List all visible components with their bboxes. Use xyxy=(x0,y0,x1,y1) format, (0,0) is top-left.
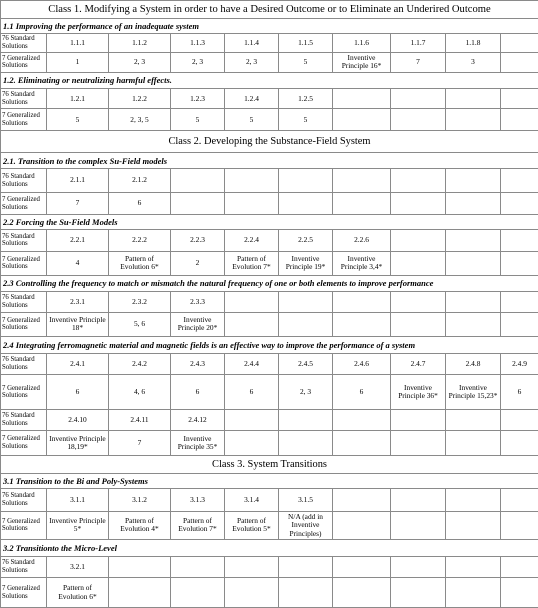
standard-solution-cell xyxy=(391,556,446,577)
standard-solutions-label: 76 Standard Solutions xyxy=(1,556,47,577)
generalized-solution-cell xyxy=(501,193,538,214)
standard-solution-cell xyxy=(501,410,538,430)
section-heading-row xyxy=(1,214,538,229)
generalized-solutions-label: 7 Generalized Solutions xyxy=(1,193,47,214)
generalized-solution-cell: Inventive Principle 18,19* xyxy=(47,430,109,456)
standard-solutions-row xyxy=(1,354,538,375)
standard-solution-cell: 2.3.1 xyxy=(47,291,109,312)
generalized-solutions-row xyxy=(1,578,538,608)
generalized-solution-cell: Inventive Principle 3,4* xyxy=(333,251,391,276)
generalized-solution-cell xyxy=(501,511,538,540)
standard-solutions-label: 76 Standard Solutions xyxy=(1,410,47,430)
section-heading-row xyxy=(1,153,538,168)
generalized-solution-cell: 7 xyxy=(109,430,171,456)
generalized-solution-cell: Inventive Principle 18* xyxy=(47,313,109,337)
generalized-solution-cell xyxy=(225,313,279,337)
generalized-solution-cell xyxy=(446,251,501,276)
generalized-solution-cell xyxy=(333,430,391,456)
standard-solution-cell: 1.1.4 xyxy=(225,33,279,52)
generalized-solution-cell: 4, 6 xyxy=(109,375,171,410)
standard-solution-cell xyxy=(391,89,446,109)
generalized-solution-cell xyxy=(446,109,501,130)
generalized-solutions-label: 7 Generalized Solutions xyxy=(1,313,47,337)
section-heading-row xyxy=(1,19,538,33)
generalized-solutions-row xyxy=(1,193,538,214)
table-body xyxy=(1,1,538,608)
generalized-solution-cell xyxy=(391,313,446,337)
standard-solution-cell: 2.4.6 xyxy=(333,354,391,375)
standard-solution-cell: 3.1.1 xyxy=(47,489,109,512)
standard-solutions-row xyxy=(1,168,538,193)
generalized-solution-cell xyxy=(333,511,391,540)
standard-solution-cell: 1.2.1 xyxy=(47,89,109,109)
section-heading-row xyxy=(1,540,538,556)
generalized-solutions-row xyxy=(1,53,538,72)
standard-solution-cell xyxy=(501,168,538,193)
standard-solution-cell xyxy=(333,89,391,109)
standard-solution-cell: 2.4.3 xyxy=(171,354,225,375)
standard-solution-cell xyxy=(501,556,538,577)
standard-solution-cell xyxy=(501,291,538,312)
section-heading-row xyxy=(1,336,538,353)
standard-solution-cell: 1.1.3 xyxy=(171,33,225,52)
standard-solution-cell: 2.3.2 xyxy=(109,291,171,312)
generalized-solution-cell xyxy=(171,578,225,608)
standard-solution-cell xyxy=(333,556,391,577)
standard-solution-cell xyxy=(391,168,446,193)
generalized-solution-cell: 3 xyxy=(446,53,501,72)
generalized-solution-cell: Pattern of Evolution 6* xyxy=(47,578,109,608)
generalized-solution-cell xyxy=(501,313,538,337)
generalized-solution-cell xyxy=(446,193,501,214)
generalized-solution-cell: Inventive Principle 36* xyxy=(391,375,446,410)
generalized-solution-cell xyxy=(391,430,446,456)
section-heading-row xyxy=(1,276,538,291)
standard-solution-cell xyxy=(109,556,171,577)
standard-solutions-row xyxy=(1,489,538,512)
section-title: 1.2. Eliminating or neutralizing harmful effects. xyxy=(1,72,538,88)
generalized-solution-cell xyxy=(225,578,279,608)
standard-solutions-label: 76 Standard Solutions xyxy=(1,168,47,193)
standard-solution-cell: 1.1.7 xyxy=(391,33,446,52)
generalized-solutions-label: 7 Generalized Solutions xyxy=(1,53,47,72)
standard-solutions-row xyxy=(1,230,538,251)
standard-solutions-row xyxy=(1,410,538,430)
standard-solution-cell xyxy=(171,168,225,193)
standard-solution-cell xyxy=(279,410,333,430)
standard-solution-cell: 2.2.2 xyxy=(109,230,171,251)
standard-solution-cell xyxy=(391,489,446,512)
standard-solution-cell: 1.2.4 xyxy=(225,89,279,109)
standard-solution-cell xyxy=(225,291,279,312)
standard-solution-cell xyxy=(391,291,446,312)
standard-solutions-label: 76 Standard Solutions xyxy=(1,489,47,512)
standard-solution-cell xyxy=(333,291,391,312)
section-title: 3.2 Transitionto the Micro-Level xyxy=(1,540,538,556)
standard-solution-cell xyxy=(446,489,501,512)
standard-solution-cell: 1.1.6 xyxy=(333,33,391,52)
generalized-solution-cell: 4 xyxy=(47,251,109,276)
standard-solution-cell: 2.2.6 xyxy=(333,230,391,251)
standard-solution-cell: 2.4.1 xyxy=(47,354,109,375)
generalized-solution-cell: Pattern of Evolution 5* xyxy=(225,511,279,540)
standard-solution-cell: 2.1.1 xyxy=(47,168,109,193)
generalized-solution-cell xyxy=(279,193,333,214)
standard-solution-cell xyxy=(446,410,501,430)
class-title: Class 2. Developing the Substance-Field System xyxy=(1,130,538,153)
generalized-solution-cell xyxy=(171,193,225,214)
generalized-solution-cell xyxy=(391,109,446,130)
standard-solutions-label: 76 Standard Solutions xyxy=(1,230,47,251)
generalized-solution-cell: N/A (add in Inventive Principles) xyxy=(279,511,333,540)
generalized-solutions-label: 7 Generalized Solutions xyxy=(1,511,47,540)
standard-solution-cell xyxy=(446,230,501,251)
generalized-solution-cell: Inventive Principle 15,23* xyxy=(446,375,501,410)
standard-solution-cell xyxy=(446,89,501,109)
standard-solution-cell xyxy=(279,291,333,312)
generalized-solutions-row xyxy=(1,511,538,540)
generalized-solution-cell xyxy=(333,193,391,214)
generalized-solution-cell: Inventive Principle 19* xyxy=(279,251,333,276)
standard-solution-cell: 2.3.3 xyxy=(171,291,225,312)
generalized-solution-cell: 6 xyxy=(109,193,171,214)
generalized-solution-cell xyxy=(501,109,538,130)
generalized-solutions-label: 7 Generalized Solutions xyxy=(1,251,47,276)
generalized-solution-cell: Pattern of Evolution 7* xyxy=(171,511,225,540)
class-title: Class 3. System Transitions xyxy=(1,456,538,473)
section-heading-row xyxy=(1,473,538,488)
standard-solutions-label: 76 Standard Solutions xyxy=(1,354,47,375)
standard-solution-cell xyxy=(225,410,279,430)
generalized-solution-cell: 6 xyxy=(501,375,538,410)
generalized-solution-cell: 6 xyxy=(225,375,279,410)
generalized-solution-cell xyxy=(333,109,391,130)
section-title: 2.2 Forcing the Su-Field Models xyxy=(1,214,538,229)
standard-solution-cell: 2.4.9 xyxy=(501,354,538,375)
standard-solution-cell: 3.1.2 xyxy=(109,489,171,512)
generalized-solution-cell: 5 xyxy=(47,109,109,130)
generalized-solutions-label: 7 Generalized Solutions xyxy=(1,109,47,130)
standard-solution-cell xyxy=(225,556,279,577)
section-title: 2.3 Controlling the frequency to match or mismatch the natural frequency of one or both elements to improve performance xyxy=(1,276,538,291)
standard-solution-cell: 2.1.2 xyxy=(109,168,171,193)
generalized-solution-cell: 2, 3, 5 xyxy=(109,109,171,130)
standard-solution-cell: 2.4.4 xyxy=(225,354,279,375)
generalized-solution-cell xyxy=(446,578,501,608)
standard-solution-cell: 2.4.11 xyxy=(109,410,171,430)
standard-solution-cell xyxy=(501,230,538,251)
standard-solutions-label: 76 Standard Solutions xyxy=(1,89,47,109)
generalized-solution-cell xyxy=(225,193,279,214)
generalized-solutions-row xyxy=(1,251,538,276)
class-heading-row xyxy=(1,456,538,473)
standard-solution-cell xyxy=(171,556,225,577)
section-title: 3.1 Transition to the Bi and Poly-Systems xyxy=(1,473,538,488)
standard-solution-cell xyxy=(279,556,333,577)
standard-solution-cell xyxy=(333,168,391,193)
class-title: Class 1. Modifying a System in order to have a Desired Outcome or to Eliminate an Underired Outcome xyxy=(1,1,538,19)
generalized-solution-cell xyxy=(446,313,501,337)
standard-solution-cell xyxy=(446,291,501,312)
standard-solution-cell xyxy=(446,556,501,577)
generalized-solutions-row xyxy=(1,109,538,130)
standard-solution-cell: 1.1.2 xyxy=(109,33,171,52)
generalized-solution-cell: 5, 6 xyxy=(109,313,171,337)
generalized-solution-cell: Pattern of Evolution 7* xyxy=(225,251,279,276)
generalized-solution-cell: 6 xyxy=(333,375,391,410)
standard-solution-cell: 2.4.5 xyxy=(279,354,333,375)
standard-solution-cell xyxy=(333,410,391,430)
standard-solutions-row xyxy=(1,89,538,109)
generalized-solution-cell: 6 xyxy=(171,375,225,410)
standard-solutions-label: 76 Standard Solutions xyxy=(1,33,47,52)
standard-solution-cell: 1.2.5 xyxy=(279,89,333,109)
generalized-solution-cell: 2, 3 xyxy=(109,53,171,72)
section-title: 2.1. Transition to the complex Su-Field models xyxy=(1,153,538,168)
standard-solution-cell: 2.4.8 xyxy=(446,354,501,375)
standard-solution-cell: 2.2.4 xyxy=(225,230,279,251)
standard-solution-cell: 1.1.5 xyxy=(279,33,333,52)
generalized-solutions-label: 7 Generalized Solutions xyxy=(1,578,47,608)
generalized-solution-cell: 6 xyxy=(47,375,109,410)
standard-solution-cell: 2.4.7 xyxy=(391,354,446,375)
generalized-solution-cell xyxy=(279,578,333,608)
generalized-solutions-row xyxy=(1,430,538,456)
standard-solution-cell xyxy=(446,168,501,193)
generalized-solution-cell: 2 xyxy=(171,251,225,276)
section-title: 1.1 Improving the performance of an inadequate system xyxy=(1,19,538,33)
standard-solution-cell xyxy=(501,489,538,512)
generalized-solution-cell xyxy=(333,578,391,608)
generalized-solution-cell: 5 xyxy=(279,53,333,72)
generalized-solution-cell: 7 xyxy=(391,53,446,72)
standard-solution-cell: 1.1.8 xyxy=(446,33,501,52)
generalized-solution-cell: Inventive Principle 5* xyxy=(47,511,109,540)
generalized-solution-cell xyxy=(109,578,171,608)
generalized-solution-cell: Pattern of Evolution 6* xyxy=(109,251,171,276)
standard-solution-cell: 3.1.3 xyxy=(171,489,225,512)
standard-solution-cell xyxy=(501,33,538,52)
standard-solution-cell: 2.2.5 xyxy=(279,230,333,251)
standard-solution-cell xyxy=(391,230,446,251)
standard-solution-cell xyxy=(391,410,446,430)
generalized-solution-cell xyxy=(501,251,538,276)
generalized-solution-cell xyxy=(501,430,538,456)
generalized-solution-cell xyxy=(279,430,333,456)
standard-solution-cell xyxy=(279,168,333,193)
generalized-solution-cell xyxy=(501,53,538,72)
generalized-solutions-row xyxy=(1,313,538,337)
generalized-solutions-label: 7 Generalized Solutions xyxy=(1,375,47,410)
generalized-solution-cell: 2, 3 xyxy=(225,53,279,72)
generalized-solution-cell xyxy=(446,511,501,540)
standard-solution-cell: 1.2.2 xyxy=(109,89,171,109)
generalized-solution-cell xyxy=(391,511,446,540)
generalized-solution-cell: 1 xyxy=(47,53,109,72)
generalized-solution-cell xyxy=(391,193,446,214)
standard-solution-cell: 1.1.1 xyxy=(47,33,109,52)
standard-solution-cell: 2.4.2 xyxy=(109,354,171,375)
generalized-solution-cell xyxy=(391,578,446,608)
standard-solution-cell: 2.4.12 xyxy=(171,410,225,430)
standard-solution-cell xyxy=(225,168,279,193)
generalized-solutions-row xyxy=(1,375,538,410)
standard-solution-cell: 3.1.4 xyxy=(225,489,279,512)
generalized-solution-cell xyxy=(225,430,279,456)
generalized-solutions-label: 7 Generalized Solutions xyxy=(1,430,47,456)
section-title: 2.4 Integrating ferromagnetic material and magnetic fields is an effective way to improve the performance of a system xyxy=(1,336,538,353)
standard-solution-cell: 2.2.1 xyxy=(47,230,109,251)
generalized-solution-cell xyxy=(333,313,391,337)
generalized-solution-cell: 5 xyxy=(279,109,333,130)
generalized-solution-cell xyxy=(501,578,538,608)
generalized-solution-cell: 5 xyxy=(225,109,279,130)
standard-solutions-label: 76 Standard Solutions xyxy=(1,291,47,312)
standard-solutions-row xyxy=(1,291,538,312)
generalized-solution-cell: 7 xyxy=(47,193,109,214)
section-heading-row xyxy=(1,72,538,88)
generalized-solution-cell: 2, 3 xyxy=(171,53,225,72)
standard-solution-cell xyxy=(501,89,538,109)
standard-solution-cell: 3.1.5 xyxy=(279,489,333,512)
standard-solution-cell: 2.4.10 xyxy=(47,410,109,430)
standard-solutions-row xyxy=(1,33,538,52)
generalized-solution-cell: Inventive Principle 16* xyxy=(333,53,391,72)
generalized-solution-cell: Inventive Principle 20* xyxy=(171,313,225,337)
standard-solutions-row xyxy=(1,556,538,577)
generalized-solution-cell: 5 xyxy=(171,109,225,130)
class-heading-row xyxy=(1,130,538,153)
standard-solution-cell: 3.2.1 xyxy=(47,556,109,577)
generalized-solution-cell: Inventive Principle 35* xyxy=(171,430,225,456)
standard-solution-cell xyxy=(333,489,391,512)
generalized-solution-cell xyxy=(446,430,501,456)
generalized-solution-cell: Pattern of Evolution 4* xyxy=(109,511,171,540)
standard-solution-cell: 1.2.3 xyxy=(171,89,225,109)
generalized-solution-cell xyxy=(279,313,333,337)
class-heading-row xyxy=(1,1,538,19)
generalized-solution-cell xyxy=(391,251,446,276)
generalized-solution-cell: 2, 3 xyxy=(279,375,333,410)
standard-solution-cell: 2.2.3 xyxy=(171,230,225,251)
